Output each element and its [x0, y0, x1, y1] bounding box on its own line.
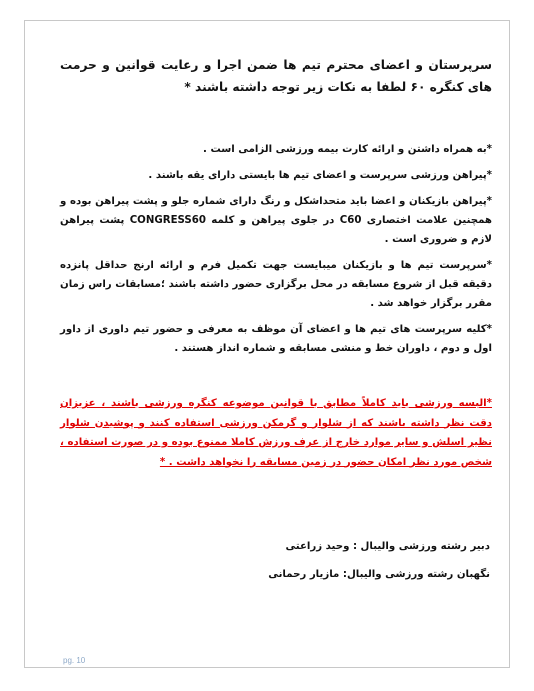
- rule-arrival-time: *سرپرست تیم ها و بازیکنان میبایست جهت تکمیل فرم و ارائه ارنج حداقل پانزده دقیقه قبل از شروع مسابقه در محل برگزاری حضور داشته باشند ؛مسابقات راس زمان مقرر برگزار خواهد شد .: [60, 260, 492, 309]
- signature-guardian: نگهبان رشته ورزشی والیبال: مازیار رحمانی: [268, 569, 490, 580]
- document-title: سرپرستان و اعضای محترم تیم ها ضمن اجرا و رعایت قوانین و حرمت های کنگره ۶۰ لطفا به نکات زیر توجه داشته باشند *: [60, 58, 492, 94]
- rule-referee-team: *کلیه سرپرست های تیم ها و اعضای آن موظف به معرفی و حضور تیم داوری از داور اول و دوم ، داوران خط و منشی مسابقه و شماره انداز هستند .: [60, 324, 492, 354]
- rule-uniform-numbers: *پیراهن بازیکنان و اعضا باید متحداشکل و رنگ دارای شماره جلو و پشت پیراهن بوده و همچنین علامت اختصاری C60 در جلوی پیراهن و کلمه CONGRESS60 پشت پیراهن لازم و ضروری است .: [60, 196, 492, 245]
- signature-secretary: دبیر رشته ورزشی والیبال : وحید زراعتی: [285, 541, 490, 552]
- rule-insurance-card: *به همراه داشتن و ارائه کارت بیمه ورزشی الزامی است .: [203, 144, 492, 155]
- page-number: pg. 10: [63, 656, 86, 665]
- rule-collared-shirt: *پیراهن ورزشی سرپرست و اعضای تیم ها بایستی دارای یقه باشند .: [148, 170, 492, 181]
- document-body: [60, 54, 492, 472]
- warning-sportswear: *البسه ورزشی باید کاملاً مطابق با قوانین موضوعه کنگره ورزشی باشند ، عزیزان دقت نظر داشته باشند که از شلوار و گرمکن ورزشی استفاده کنند و پوشیدن شلوار نظیر اسلش و سایر موارد خارج از عرف ورزش کاملا ممنوع بوده و در صورت استفاده ، شخص مورد نظر امکان حضور در زمین مسابقه را نخواهد داشت . *: [60, 398, 492, 468]
